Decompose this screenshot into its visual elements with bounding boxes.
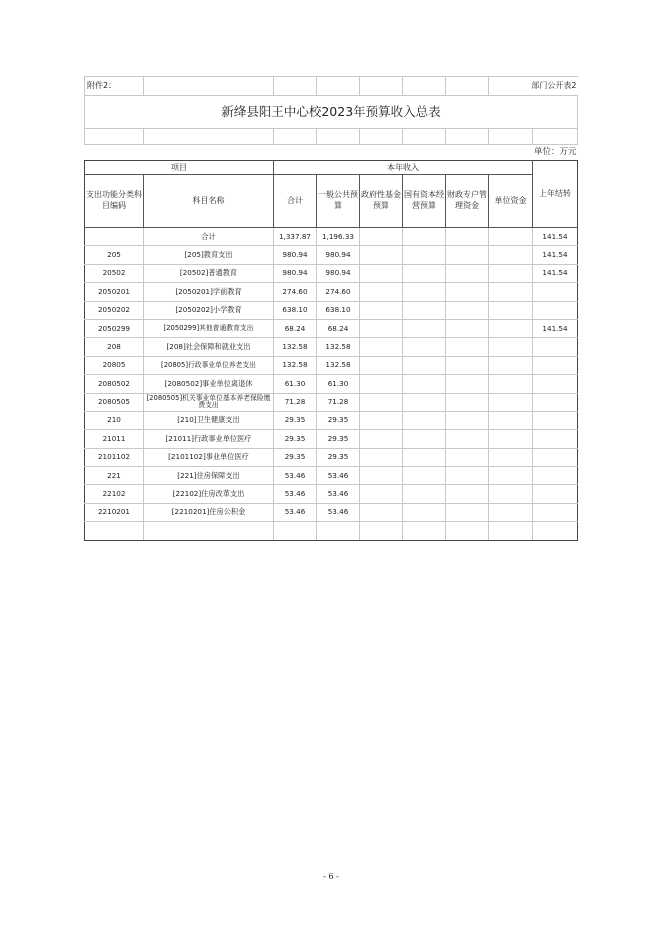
cell-name: [205]教育支出 (144, 246, 274, 264)
cell-fund (360, 485, 403, 503)
cell-total: 274.60 (274, 283, 317, 301)
table-row (85, 356, 578, 374)
cell-name: [208]社会保障和就业支出 (144, 338, 274, 356)
cell-state-capital (403, 264, 446, 282)
cell-general: 638.10 (317, 301, 360, 319)
cell-unit-funds (489, 228, 533, 246)
cell-general: 132.58 (317, 338, 360, 356)
cell-code: 21011 (85, 430, 144, 448)
cell-general: 274.60 (317, 283, 360, 301)
table-number: 部门公开表2 (489, 77, 578, 96)
cell-general: 1,196.33 (317, 228, 360, 246)
cell-state-capital (403, 503, 446, 521)
cell-total: 71.28 (274, 393, 317, 411)
cell-carryover: 141.54 (533, 319, 578, 337)
cell-general: 980.94 (317, 246, 360, 264)
cell-name: [2080502]事业单位离退休 (144, 375, 274, 393)
cell-general: 29.35 (317, 430, 360, 448)
table-row (85, 228, 578, 246)
cell-code: 208 (85, 338, 144, 356)
header-fund-budget: 政府性基金预算 (360, 175, 403, 228)
cell-fund (360, 411, 403, 429)
cell-code: 2050202 (85, 301, 144, 319)
cell-general: 53.46 (317, 467, 360, 485)
cell-carryover: 141.54 (533, 246, 578, 264)
page-number: - 6 - (323, 872, 339, 881)
cell-code: 20805 (85, 356, 144, 374)
cell-carryover (533, 467, 578, 485)
cell-state-capital (403, 338, 446, 356)
cell-fund (360, 503, 403, 521)
header-fiscal-special: 财政专户管理资金 (446, 175, 489, 228)
cell-name: [2050202]小学教育 (144, 301, 274, 319)
table-row (85, 430, 578, 448)
table-row (85, 264, 578, 282)
cell-unit-funds (489, 448, 533, 466)
cell-name: [210]卫生健康支出 (144, 411, 274, 429)
cell-unit-funds (489, 393, 533, 411)
cell-state-capital (403, 283, 446, 301)
cell-state-capital (403, 301, 446, 319)
cell-unit-funds (489, 375, 533, 393)
cell-total: 132.58 (274, 338, 317, 356)
table-row (85, 319, 578, 337)
cell-fund (360, 448, 403, 466)
cell-code: 22102 (85, 485, 144, 503)
cell-code (85, 228, 144, 246)
cell-unit-funds (489, 264, 533, 282)
table-row (85, 411, 578, 429)
cell-fiscal-special (446, 430, 489, 448)
cell-fiscal-special (446, 264, 489, 282)
cell-name: [2101102]事业单位医疗 (144, 448, 274, 466)
header-general-budget: 一般公共预算 (317, 175, 360, 228)
cell-fund (360, 283, 403, 301)
cell-state-capital (403, 375, 446, 393)
cell-carryover (533, 485, 578, 503)
cell-total: 53.46 (274, 467, 317, 485)
cell-total: 1,337.87 (274, 228, 317, 246)
cell-code: 2080505 (85, 393, 144, 411)
cell-total: 132.58 (274, 356, 317, 374)
cell-general: 71.28 (317, 393, 360, 411)
cell-total: 29.35 (274, 430, 317, 448)
table-row (85, 375, 578, 393)
cell-fiscal-special (446, 356, 489, 374)
cell-carryover (533, 375, 578, 393)
cell-carryover (533, 338, 578, 356)
table-row (85, 301, 578, 319)
cell-unit-funds (489, 356, 533, 374)
cell-code: 210 (85, 411, 144, 429)
table-row (85, 485, 578, 503)
table-row (85, 246, 578, 264)
cell-fund (360, 356, 403, 374)
cell-fund (360, 338, 403, 356)
cell-code: 2050201 (85, 283, 144, 301)
cell-fund (360, 375, 403, 393)
cell-unit-funds (489, 485, 533, 503)
header-state-capital: 国有资本经营预算 (403, 175, 446, 228)
cell-state-capital (403, 228, 446, 246)
cell-name: [21011]行政事业单位医疗 (144, 430, 274, 448)
cell-carryover (533, 301, 578, 319)
cell-fund (360, 264, 403, 282)
cell-code: 2101102 (85, 448, 144, 466)
cell-fiscal-special (446, 319, 489, 337)
cell-total: 29.35 (274, 411, 317, 429)
cell-total: 53.46 (274, 485, 317, 503)
cell-general: 53.46 (317, 485, 360, 503)
header-code: 支出功能分类科目编码 (85, 175, 144, 228)
table-row (85, 393, 578, 411)
cell-fund (360, 467, 403, 485)
cell-total: 638.10 (274, 301, 317, 319)
cell-fiscal-special (446, 283, 489, 301)
cell-carryover (533, 430, 578, 448)
table-row (85, 467, 578, 485)
cell-fund (360, 228, 403, 246)
budget-income-sheet (84, 76, 577, 541)
cell-fiscal-special (446, 467, 489, 485)
cell-state-capital (403, 448, 446, 466)
cell-fiscal-special (446, 338, 489, 356)
cell-unit-funds (489, 411, 533, 429)
cell-carryover: 141.54 (533, 264, 578, 282)
cell-fund (360, 430, 403, 448)
header-name: 科目名称 (144, 175, 274, 228)
cell-code: 205 (85, 246, 144, 264)
cell-name: [2080505]机关事业单位基本养老保险缴费支出 (144, 393, 274, 411)
cell-state-capital (403, 430, 446, 448)
cell-name: 合计 (144, 228, 274, 246)
cell-fiscal-special (446, 246, 489, 264)
cell-unit-funds (489, 503, 533, 521)
cell-fund (360, 393, 403, 411)
cell-fiscal-special (446, 301, 489, 319)
cell-carryover: 141.54 (533, 228, 578, 246)
cell-fund (360, 301, 403, 319)
cell-total: 980.94 (274, 246, 317, 264)
cell-carryover (533, 448, 578, 466)
cell-carryover (533, 393, 578, 411)
budget-income-table (84, 76, 578, 541)
cell-carryover (533, 411, 578, 429)
cell-unit-funds (489, 301, 533, 319)
table-row (85, 338, 578, 356)
attachment-label: 附件2： (85, 77, 144, 96)
cell-fiscal-special (446, 411, 489, 429)
cell-name: [2050201]学前教育 (144, 283, 274, 301)
cell-fiscal-special (446, 375, 489, 393)
cell-general: 132.58 (317, 356, 360, 374)
cell-name: [20805]行政事业单位养老支出 (144, 356, 274, 374)
cell-code: 20502 (85, 264, 144, 282)
cell-state-capital (403, 319, 446, 337)
cell-general: 980.94 (317, 264, 360, 282)
cell-code: 221 (85, 467, 144, 485)
cell-fiscal-special (446, 448, 489, 466)
cell-fiscal-special (446, 485, 489, 503)
cell-unit-funds (489, 246, 533, 264)
cell-total: 53.46 (274, 503, 317, 521)
header-income-group: 本年收入 (274, 161, 533, 175)
cell-unit-funds (489, 430, 533, 448)
header-total: 合计 (274, 175, 317, 228)
cell-fiscal-special (446, 228, 489, 246)
table-row (85, 283, 578, 301)
cell-fiscal-special (446, 503, 489, 521)
cell-name: [2050299]其他普通教育支出 (144, 319, 274, 337)
cell-fund (360, 319, 403, 337)
cell-state-capital (403, 485, 446, 503)
cell-unit-funds (489, 338, 533, 356)
cell-fiscal-special (446, 393, 489, 411)
cell-name: [22102]住房改革支出 (144, 485, 274, 503)
cell-unit-funds (489, 467, 533, 485)
cell-general: 29.35 (317, 448, 360, 466)
cell-state-capital (403, 411, 446, 429)
cell-code: 2050299 (85, 319, 144, 337)
cell-state-capital (403, 246, 446, 264)
cell-carryover (533, 503, 578, 521)
cell-fund (360, 246, 403, 264)
cell-total: 68.24 (274, 319, 317, 337)
cell-unit-funds (489, 319, 533, 337)
unit-label: 单位：万元 (533, 146, 577, 157)
cell-total: 980.94 (274, 264, 317, 282)
cell-name: [20502]普通教育 (144, 264, 274, 282)
cell-unit-funds (489, 283, 533, 301)
header-unit-funds: 单位资金 (489, 175, 533, 228)
cell-code: 2210201 (85, 503, 144, 521)
cell-name: [2210201]住房公积金 (144, 503, 274, 521)
table-title: 新绛县阳王中心校2023年预算收入总表 (85, 96, 578, 129)
cell-state-capital (403, 467, 446, 485)
table-row (85, 448, 578, 466)
cell-state-capital (403, 393, 446, 411)
table-body (85, 228, 578, 522)
cell-total: 61.30 (274, 375, 317, 393)
cell-carryover (533, 356, 578, 374)
cell-state-capital (403, 356, 446, 374)
cell-general: 29.35 (317, 411, 360, 429)
cell-name: [221]住房保障支出 (144, 467, 274, 485)
header-project-group: 项目 (85, 161, 274, 175)
header-carryover: 上年结转 (533, 161, 578, 228)
cell-general: 68.24 (317, 319, 360, 337)
cell-carryover (533, 283, 578, 301)
cell-general: 61.30 (317, 375, 360, 393)
table-row (85, 503, 578, 521)
cell-total: 29.35 (274, 448, 317, 466)
cell-general: 53.46 (317, 503, 360, 521)
cell-code: 2080502 (85, 375, 144, 393)
